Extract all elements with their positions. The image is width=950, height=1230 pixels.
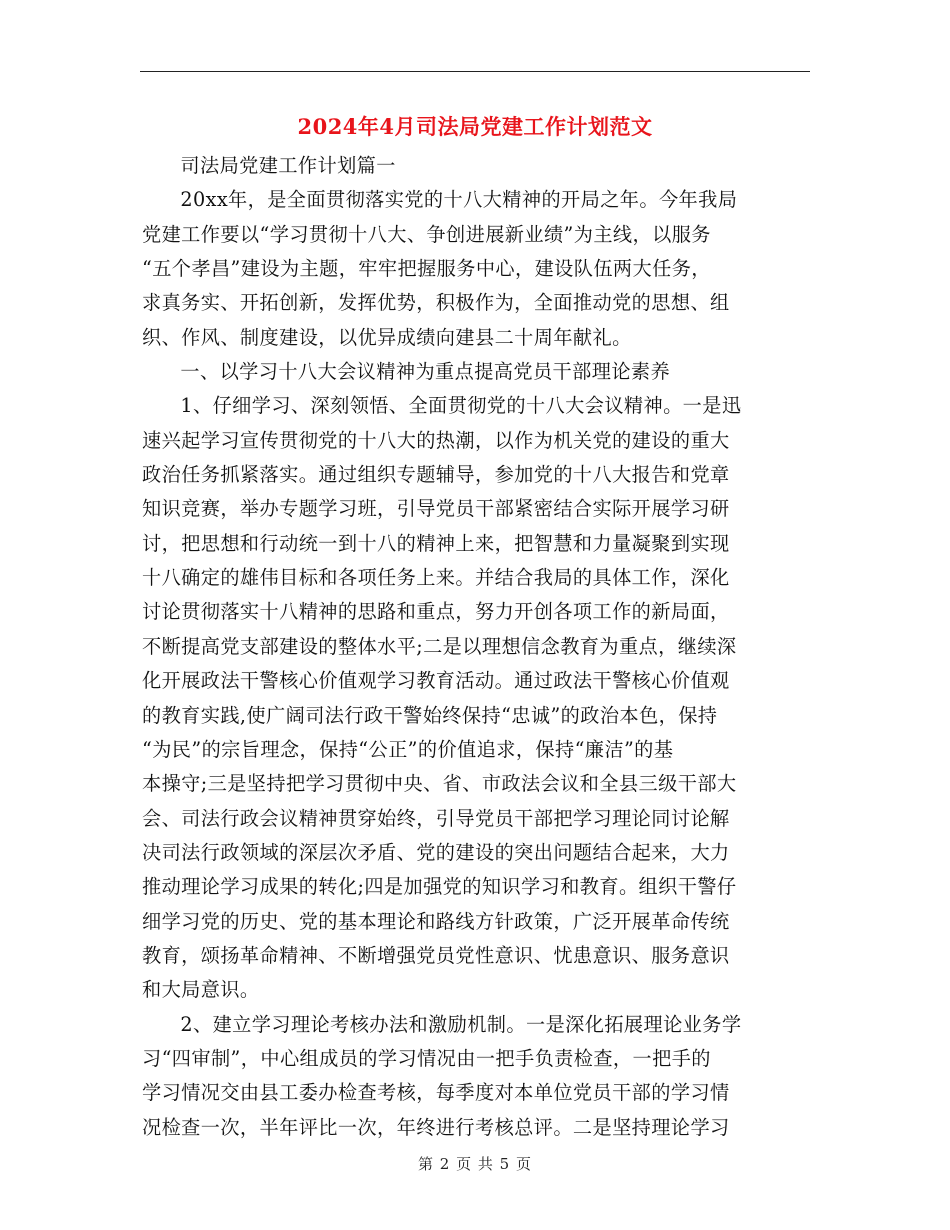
- text-line: 和大局意识。: [142, 978, 260, 1002]
- text-line: 不断提高党支部建设的整体水平;二是以理想信念教育为重点，继续深: [142, 634, 737, 658]
- page-number: 第 2 页 共 5 页: [418, 1155, 532, 1173]
- body-paragraph: [142, 355, 810, 389]
- text-line: 本操守;三是坚持把学习贯彻中央、省、市政法会议和全县三级干部大: [142, 772, 737, 796]
- text-line: 织、作风、制度建设，以优异成绩向建县二十周年献礼。: [142, 325, 632, 349]
- text-line: 2、建立学习理论考核办法和激励机制。一是深化拓展理论业务学: [180, 1012, 742, 1036]
- document-title: 2024年4月司法局党建工作计划范文: [297, 114, 653, 139]
- text-line: 会、司法行政会议精神贯穿始终，引导党员干部把学习理论同讨论解: [142, 806, 730, 830]
- text-line: 十八确定的雄伟目标和各项任务上来。并结合我局的具体工作，深化: [142, 566, 730, 590]
- text-line: 1、仔细学习、深刻领悟、全面贯彻党的十八大会议精神。一是迅: [180, 394, 742, 418]
- text-line: 速兴起学习宣传贯彻党的十八大的热潮，以作为机关党的建设的重大: [142, 428, 730, 452]
- text-line: “五个孝昌”建设为主题，牢牢把握服务中心，建设队伍两大任务，: [142, 257, 711, 281]
- text-line: 20xx年，是全面贯彻落实党的十八大精神的开局之年。今年我局: [180, 188, 738, 212]
- text-line: 学习情况交由县工委办检查考核，每季度对本单位党员干部的学习情: [142, 1081, 730, 1105]
- text-line: 党建工作要以“学习贯彻十八大、争创进展新业绩”为主线，以服务: [142, 222, 711, 246]
- text-line: 知识竞赛，举办专题学习班，引导党员干部紧密结合实际开展学习研: [142, 497, 730, 521]
- text-line: 推动理论学习成果的转化;四是加强党的知识学习和教育。组织干警仔: [142, 875, 737, 899]
- text-line: 一、以学习十八大会议精神为重点提高党员干部理论素养: [180, 360, 671, 384]
- text-line: 决司法行政领域的深层次矛盾、党的建设的突出问题结合起来，大力: [142, 840, 730, 864]
- text-line: 求真务实、开拓创新，发挥优势，积极作为，全面推动党的思想、组: [142, 291, 730, 315]
- body-paragraph: [142, 1008, 810, 1145]
- header-rule: [140, 71, 810, 72]
- text-line: 细学习党的历史、党的基本理论和路线方针政策，广泛开展革命传统: [142, 909, 730, 933]
- body-paragraph: [142, 183, 810, 355]
- body-paragraph: [142, 389, 810, 1007]
- text-line: “为民”的宗旨理念，保持“公正”的价值追求，保持“廉洁”的基: [142, 737, 674, 761]
- text-line: 政治任务抓紧落实。通过组织专题辅导，参加党的十八大报告和党章: [142, 463, 730, 487]
- text-line: 的教育实践,使广阔司法行政干警始终保持“忠诚”的政治本色，保持: [142, 703, 718, 727]
- text-line: 习“四审制”，中心组成员的学习情况由一把手负责检查，一把手的: [142, 1046, 711, 1070]
- section-heading: 司法局党建工作计划篇一: [180, 154, 396, 177]
- text-line: 化开展政法干警核心价值观学习教育活动。通过政法干警核心价值观: [142, 669, 730, 693]
- text-line: 讨，把思想和行动统一到十八的精神上来，把智慧和力量凝聚到实现: [142, 531, 730, 555]
- document-body: [142, 149, 810, 1145]
- text-line: 教育，颂扬革命精神、不断增强党员党性意识、忧患意识、服务意识: [142, 943, 730, 967]
- text-line: 况检查一次，半年评比一次，年终进行考核总评。二是坚持理论学习: [142, 1115, 730, 1139]
- paragraph-list: [142, 183, 810, 1145]
- text-line: 讨论贯彻落实十八精神的思路和重点，努力开创各项工作的新局面，: [142, 600, 730, 624]
